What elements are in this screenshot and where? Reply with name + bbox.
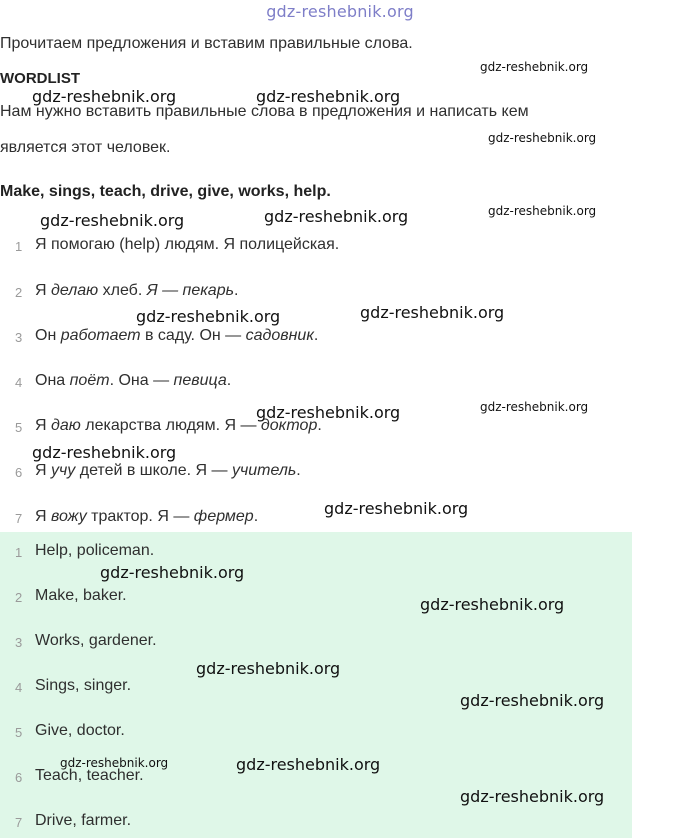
answer-number: 7 [15,815,23,830]
answer-text: Give, doctor. [35,722,125,739]
sentence-number: 6 [15,465,23,480]
sentence-number: 2 [15,285,23,300]
watermark: gdz-reshebnik.org [480,60,589,74]
answer-text: Drive, farmer. [35,812,132,829]
watermark: gdz-reshebnik.org [420,595,565,614]
watermark: gdz-reshebnik.org [100,563,245,582]
watermark: gdz-reshebnik.org [488,131,597,145]
watermark: gdz-reshebnik.org [256,403,401,422]
watermark: gdz-reshebnik.org [360,303,505,322]
answer-number: 3 [15,635,23,650]
watermark: gdz-reshebnik.org [460,691,605,710]
sentence-text: Я помогаю (help) людям. Я полицейская. [35,236,340,253]
sentence-text: Она поёт. Она — певица. [35,372,232,389]
watermark: gdz-reshebnik.org [32,443,177,462]
sentence-text: Я делаю хлеб. Я — пекарь. [35,282,239,299]
answer-number: 4 [15,680,23,695]
watermark: gdz-reshebnik.org [196,659,341,678]
answer-number: 2 [15,590,23,605]
header-watermark: gdz-reshebnik.org [266,2,414,21]
wordlist-heading: WORDLIST [0,70,80,87]
sentence-text: Я даю лекарства людям. Я — доктор. [35,417,322,434]
sentence-number: 1 [15,239,23,254]
sentence-number: 3 [15,330,23,345]
sentence-number: 7 [15,511,23,526]
task-line-1: Нам нужно вставить правильные слова в предложения и написать кем [0,103,529,120]
sentence-number: 5 [15,420,23,435]
watermark: gdz-reshebnik.org [264,207,409,226]
watermark: gdz-reshebnik.org [480,400,589,414]
sentence-text: Я учу детей в школе. Я — учитель. [35,462,301,479]
answer-number: 5 [15,725,23,740]
answer-number: 6 [15,770,23,785]
answer-text: Sings, singer. [35,677,132,694]
sentence-number: 4 [15,375,23,390]
watermark: gdz-reshebnik.org [324,499,469,518]
watermark: gdz-reshebnik.org [256,87,401,106]
sentence-text: Он работает в саду. Он — садовник. [35,327,319,344]
watermark: gdz-reshebnik.org [488,204,597,218]
watermark: gdz-reshebnik.org [60,756,169,770]
watermark: gdz-reshebnik.org [40,211,185,230]
intro-text: Прочитаем предложения и вставим правильные слова. [0,35,413,52]
word-list: Make, sings, teach, drive, give, works, help. [0,183,331,200]
watermark: gdz-reshebnik.org [136,307,281,326]
answer-number: 1 [15,545,23,560]
answer-text: Teach, teacher. [35,767,144,784]
watermark: gdz-reshebnik.org [460,787,605,806]
watermark: gdz-reshebnik.org [32,87,177,106]
answer-text: Make, baker. [35,587,127,604]
task-line-2: является этот человек. [0,139,171,156]
sentence-text: Я вожу трактор. Я — фермер. [35,508,259,525]
watermark: gdz-reshebnik.org [236,755,381,774]
answer-text: Help, policeman. [35,542,155,559]
answer-text: Works, gardener. [35,632,157,649]
